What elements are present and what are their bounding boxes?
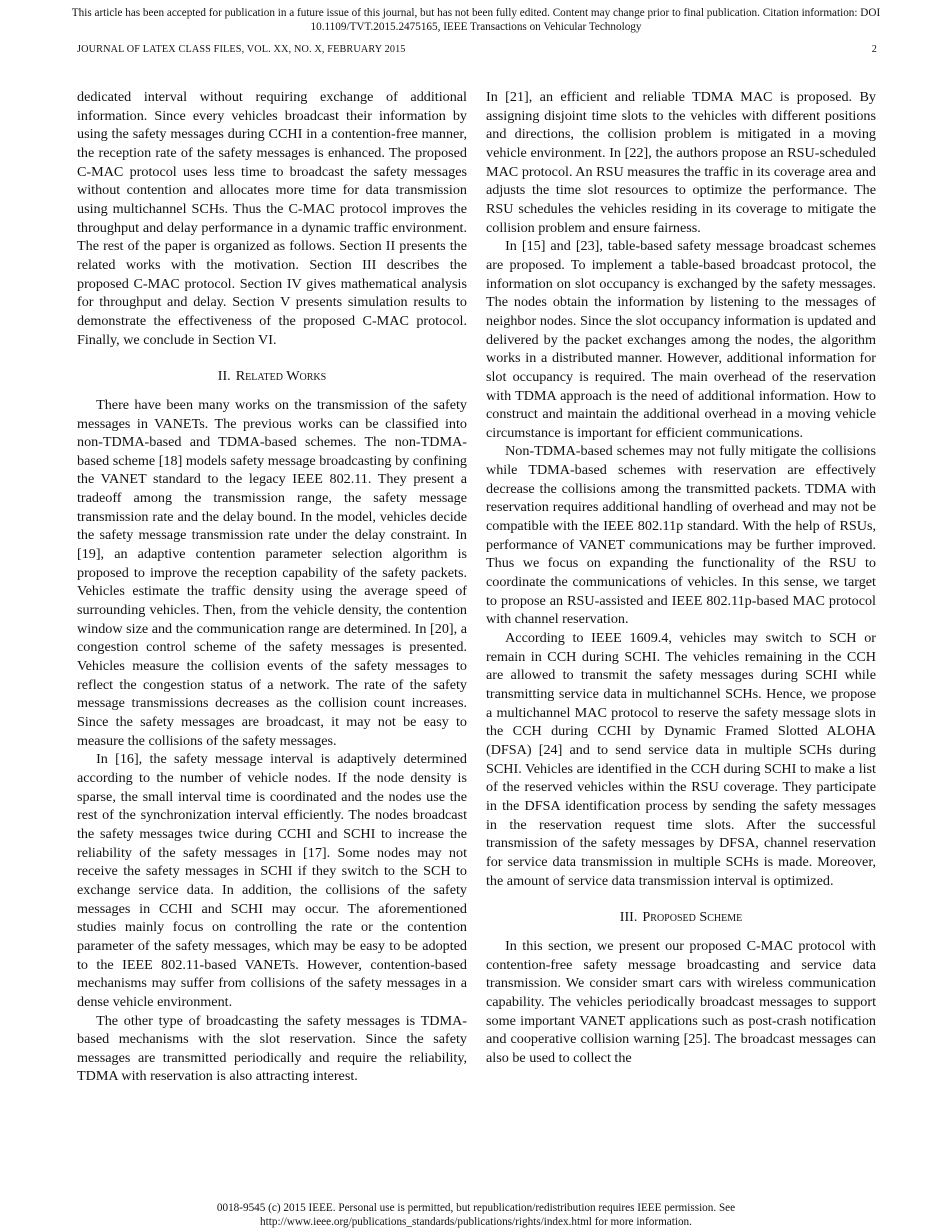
footer-line-1: 0018-9545 (c) 2015 IEEE. Personal use is permitted, but republication/redistribution requires IEEE permission. See (216, 1202, 736, 1214)
page-number: 2 (871, 44, 877, 55)
right-paragraph-3: Non-TDMA-based schemes may not fully mitigate the collisions while TDMA-based schemes with reservation are effectively decrease the collisions among the transmitted packets. TDMA with reservation requires additional handling of overhead and may not be compatible with the IEEE 802.11p standard. With the help of RSUs, performance of VANET communications may be further improved. Thus we focus on expanding the functionality of the RSU to coordinate the communications of vehicles. In this sense, we target to propose an RSU-assisted and IEEE 802.11p-based MAC protocol with channel reservation. (486, 443, 876, 628)
section-heading-proposed-scheme (486, 908, 876, 927)
section-number: II. (217, 368, 231, 385)
right-paragraph-1: In [21], an efficient and reliable TDMA MAC is proposed. By assigning disjoint time slots to the vehicles with different positions and directions, the collision problem is mitigated in a moving vehicle environment. In [22], the authors propose an RSU-scheduled MAC protocol. An RSU measures the traffic in its coverage area and adjusts the time slot resources to optimize the performance. The RSU schedules the vehicles residing in its coverage to mitigate the collision problem and ensure fairness. (486, 89, 876, 236)
running-header (77, 44, 877, 58)
footer-line-2: http://www.ieee.org/publications_standards/publications/rights/index.html for more information. (260, 1216, 692, 1228)
copyright-footer (0, 1201, 952, 1229)
section-heading-related-works (77, 367, 467, 386)
banner-line-2: 10.1109/TVT.2015.2475165, IEEE Transactions on Vehicular Technology (310, 21, 642, 33)
right-column (486, 88, 876, 1067)
section-number: III. (619, 909, 638, 926)
section-title: Proposed Scheme (642, 909, 743, 926)
banner-line-1: This article has been accepted for publication in a future issue of this journal, but has not been fully edited. Content may change prior to final publication. Citation information: DOI (71, 7, 881, 19)
left-column (77, 88, 467, 1086)
left-paragraph-1: dedicated interval without requiring exchange of additional information. Since every vehicles broadcast their information by using the safety messages during CCHI in a contention-free manner, the reception rate of the safety messages is enhanced. The proposed C-MAC protocol uses less time to broadcast the safety messages without contention and allocates more time for data transmission using multichannel SCHs. Thus the C-MAC protocol improves the throughput and delay performance in a dynamic traffic environment. The rest of the paper is organized as follows. Section II presents the related works with the motivation. Section III describes the proposed C-MAC protocol. Section IV gives mathematical analysis for throughput and delay. Section V presents simulation results to demonstrate the effectiveness of the proposed C-MAC protocol. Finally, we conclude in Section VI. (77, 89, 467, 348)
left-paragraph-4: The other type of broadcasting the safety messages is TDMA-based mechanisms with the slot reservation. Since the safety messages are transmitted periodically and require the reliability, TDMA with reservation is also attracting interest. (77, 1012, 467, 1085)
right-paragraph-5: In this section, we present our proposed C-MAC protocol with contention-free safety message broadcasting and service data transmission. We consider smart cars with wireless communication capability. The vehicles periodically broadcast messages to support some important VANET applications such as post-crash notification and cooperative collision warning [25]. The broadcast messages can also be used to collect the (486, 937, 876, 1066)
section-title: Related Works (235, 368, 327, 385)
right-paragraph-2: In [15] and [23], table-based safety message broadcast schemes are proposed. To implement a table-based broadcast protocol, the information on slot occupancy is exchanged by the safety messages. The nodes obtain the information by listening to the messages of neighbor nodes. Since the slot occupancy information is updated and delivered by the packet exchanges among the nodes, the algorithm works in a distributed manner. However, additional information for slot occupancy is required. The main overhead of the reservation with TDMA approach is the need of additional information. How to construct and maintain the additional overhead in a moving vehicle circumstance is important for efficient communications. (486, 238, 876, 441)
right-paragraph-4: According to IEEE 1609.4, vehicles may switch to SCH or remain in CCH during SCHI. The vehicles remaining in the CCH are allowed to transmit the safety messages during SCHI while transmitting service data in multichannel SCHs. Hence, we propose a multichannel MAC protocol to reserve the safety message slots in the CCH during CCHI by Dynamic Framed Slotted ALOHA (DFSA) [24] and to send service data in multiple SCHs during SCHI. Vehicles are identified in the CCH during SCHI to make a list of the reserved vehicles within the RSU coverage. They participate in the DFSA identification process by sending the safety messages in the reservation request time slots. After the successful transmission of the safety messages by DFSA, channel reservation for service data transmission in multiple SCHs is made. Moreover, the amount of service data transmission interval is optimized. (486, 630, 876, 889)
left-paragraph-3: In [16], the safety message interval is adaptively determined according to the number of vehicle nodes. If the node density is sparse, the small interval time is coordinated and the nodes use the rest of the synchronization interval efficiently. The nodes broadcast the safety messages twice during CCHI and SCHI to increase the reliability of the safety messages in [17]. Some nodes may not receive the safety messages in SCHI if they switch to the SCH to exchange service data. In addition, the collisions of the safety messages in CCHI and SCHI may occur. The aforementioned studies mainly focus on controlling the rate or the contention parameter of the safety messages, which may be easy to be adopted to the IEEE 802.11-based VANETs. However, contention-based mechanisms may suffer from collisions of the safety messages in a dense vehicle environment. (77, 751, 467, 1010)
left-paragraph-2: There have been many works on the transmission of the safety messages in VANETs. The previous works can be classified into non-TDMA-based and TDMA-based schemes. The non-TDMA-based scheme [18] models safety message broadcasting by confining the VANET standard to the legacy IEEE 802.11. They present a tradeoff among the transmission range, the safety message transmission rate and the delay bound. In the model, vehicles decide the safety message transmission rate under the delay constraint. In [19], an adaptive contention parameter selection algorithm is proposed to improve the reception capability of the safety packets. Vehicles estimate the traffic density using the average speed of surrounding vehicles. Then, from the vehicle density, the contention window size and the communication range are determined. In [20], a congestion control scheme of the safety messages is presented. Vehicles measure the collision events of the safety messages to reflect the congestion status of a network. The rate of the safety message transmissions decreases as the collision count increases. Since the safety messages are broadcast, it may not be easy to measure the collisions of the safety messages. (77, 396, 467, 749)
publication-notice-banner (0, 6, 952, 34)
journal-title: JOURNAL OF LATEX CLASS FILES, VOL. XX, NO. X, FEBRUARY 2015 (77, 44, 406, 55)
